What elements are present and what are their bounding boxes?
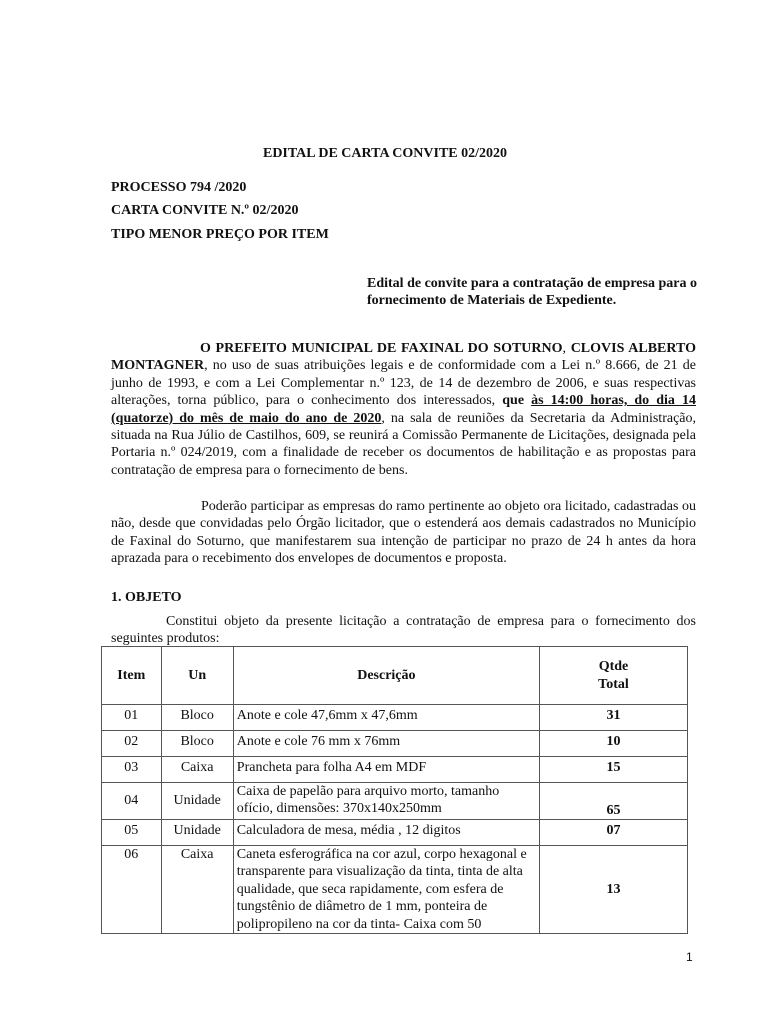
table-header-row	[102, 647, 688, 705]
participation-paragraph: Poderão participar as empresas do ramo pertinente ao objeto ora licitado, cadastradas ou não, desde que convidadas pelo Órgão licitador, que o estenderá aos demais cadastrados no Município de Faxinal do Soturno, que manifestarem sua intenção de participar no prazo de 24 h antes da hora aprazada para o recebimento dos envelopes de documentos e proposta.	[111, 499, 696, 567]
header-quantity: Qtde Total	[539, 647, 687, 705]
table-row: 01 Bloco Anote e cole 47,6mm x 47,6mm 31	[102, 705, 688, 731]
edital-summary: Edital de convite para a contratação de empresa para o fornecimento de Materiais de Expediente.	[367, 276, 697, 308]
objeto-paragraph: Constitui objeto da presente licitação a contratação de empresa para o fornecimento dos seguintes produtos:	[111, 614, 696, 647]
table-row: 02 Bloco Anote e cole 76 mm x 76mm 10	[102, 731, 688, 757]
page-number: 1	[686, 950, 693, 964]
bid-type: TIPO MENOR PREÇO POR ITEM	[111, 227, 329, 242]
intro-paragraph: O PREFEITO MUNICIPAL DE FAXINAL DO SOTURNO, CLOVIS ALBERTO MONTAGNER, no uso de suas atribuições legais e de conformidade com a Lei n.º 8.666, de 21 de junho de 1993, e com a Lei Complementar n.º 123, de 14 de dezembro de 2006, e suas respectivas alterações, torna público, para o conhecimento dos interessados, que às 14:00 horas, do dia 14 (quatorze) do mês de maio do ano de 2020, na sala de reuniões da Secretaria da Administração, situada na Rua Júlio de Castilhos, 609, se reunirá a Comissão Permanente de Licitações, designada pela Portaria n.º 024/2019, com a finalidade de receber os documentos de habilitação e as propostas para contratação de empresa para o fornecimento de bens.	[111, 341, 696, 478]
table-row: 06 Caixa Caneta esferográfica na cor azul, corpo hexagonal e transparente para visualização da tinta, tinta de alta qualidade, que seca rapidamente, com esfera de tungstênio de diâmetro de 1 mm, ponteira de polipropileno na cor da tinta- Caixa com 50 13	[102, 846, 688, 934]
meeting-date: às 14:00 horas, do dia 14 (quatorze) do mês de maio do ano de 2020	[111, 393, 696, 426]
invite-number: CARTA CONVITE N.º 02/2020	[111, 203, 299, 218]
header-unit: Un	[161, 647, 233, 705]
table-row: 04 Unidade Caixa de papelão para arquivo morto, tamanho ofício, dimensões: 370x140x250mm 65	[102, 783, 688, 820]
products-table	[101, 646, 688, 934]
section-heading-objeto: 1. OBJETO	[111, 590, 182, 605]
mayor-title: O PREFEITO MUNICIPAL DE FAXINAL DO SOTURNO	[200, 341, 563, 356]
document-title: EDITAL DE CARTA CONVITE 02/2020	[262, 146, 508, 161]
header-item: Item	[102, 647, 162, 705]
header-description: Descrição	[233, 647, 539, 705]
table-row: 03 Caixa Prancheta para folha A4 em MDF 15	[102, 757, 688, 783]
table-row: 05 Unidade Calculadora de mesa, média , 12 digitos 07	[102, 820, 688, 846]
process-number: PROCESSO 794 /2020	[111, 180, 247, 195]
mayor-name: CLOVIS ALBERTO MONTAGNER	[111, 341, 696, 374]
